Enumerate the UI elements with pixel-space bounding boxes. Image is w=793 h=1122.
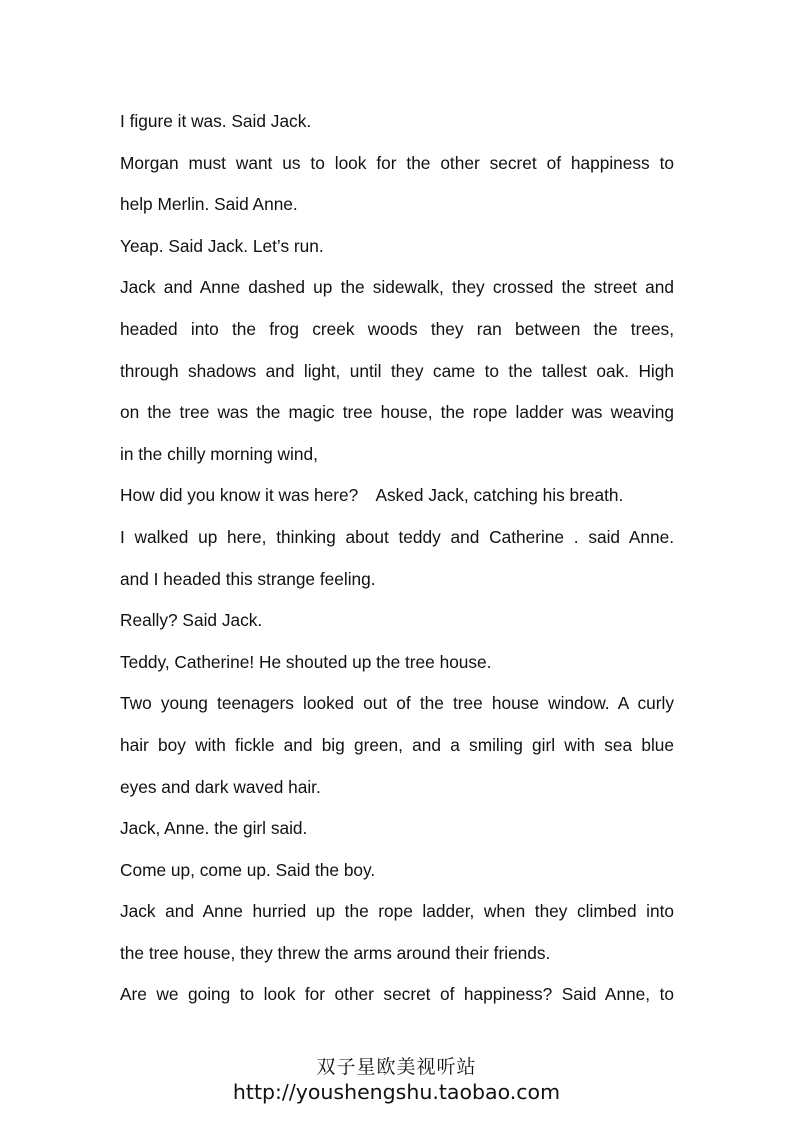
text-line: on the tree was the magic tree house, the rope ladder was weaving [120, 402, 674, 423]
text-line: help Merlin. Said Anne. [120, 194, 298, 215]
text-line: Teddy, Catherine! He shouted up the tree house. [120, 651, 492, 672]
text-line: Yeap. Said Jack. Let’s run. [120, 235, 324, 256]
footer-shop-name: 双子星欧美视听站 [316, 1056, 477, 1078]
text-line: Jack, Anne. the girl said. [120, 818, 308, 839]
text-line: through shadows and light, until they came to the tallest oak. High [120, 360, 674, 381]
text-line: the tree house, they threw the arms around their friends. [120, 942, 551, 963]
text-line: Morgan must want us to look for the other secret of happiness to [120, 152, 674, 173]
text-line: I figure it was. Said Jack. [120, 111, 312, 131]
footer-url: http://youshengshu.taobao.com [232, 1080, 561, 1104]
text-line: Two young teenagers looked out of the tree house window. A curly [120, 693, 674, 714]
text-line: Really? Said Jack. [120, 610, 263, 631]
text-line: and I headed this strange feeling. [120, 568, 376, 589]
text-line: in the chilly morning wind, [120, 443, 318, 464]
text-line: Come up, come up. Said the boy. [120, 859, 376, 880]
text-line: Jack and Anne hurried up the rope ladder, when they climbed into [120, 901, 674, 922]
text-line: How did you know it was here? Asked Jack, catching his breath. [120, 485, 624, 506]
text-line: Are we going to look for other secret of happiness? Said Anne, to [120, 984, 674, 1005]
text-line: hair boy with fickle and big green, and a smiling girl with sea blue [120, 734, 674, 755]
document-body [120, 101, 674, 1016]
text-line: I walked up here, thinking about teddy and Catherine . said Anne. [120, 526, 674, 547]
text-line: headed into the frog creek woods they ran between the trees, [120, 318, 674, 339]
text-line: eyes and dark waved hair. [120, 776, 321, 797]
text-line: Jack and Anne dashed up the sidewalk, they crossed the street and [120, 277, 674, 298]
